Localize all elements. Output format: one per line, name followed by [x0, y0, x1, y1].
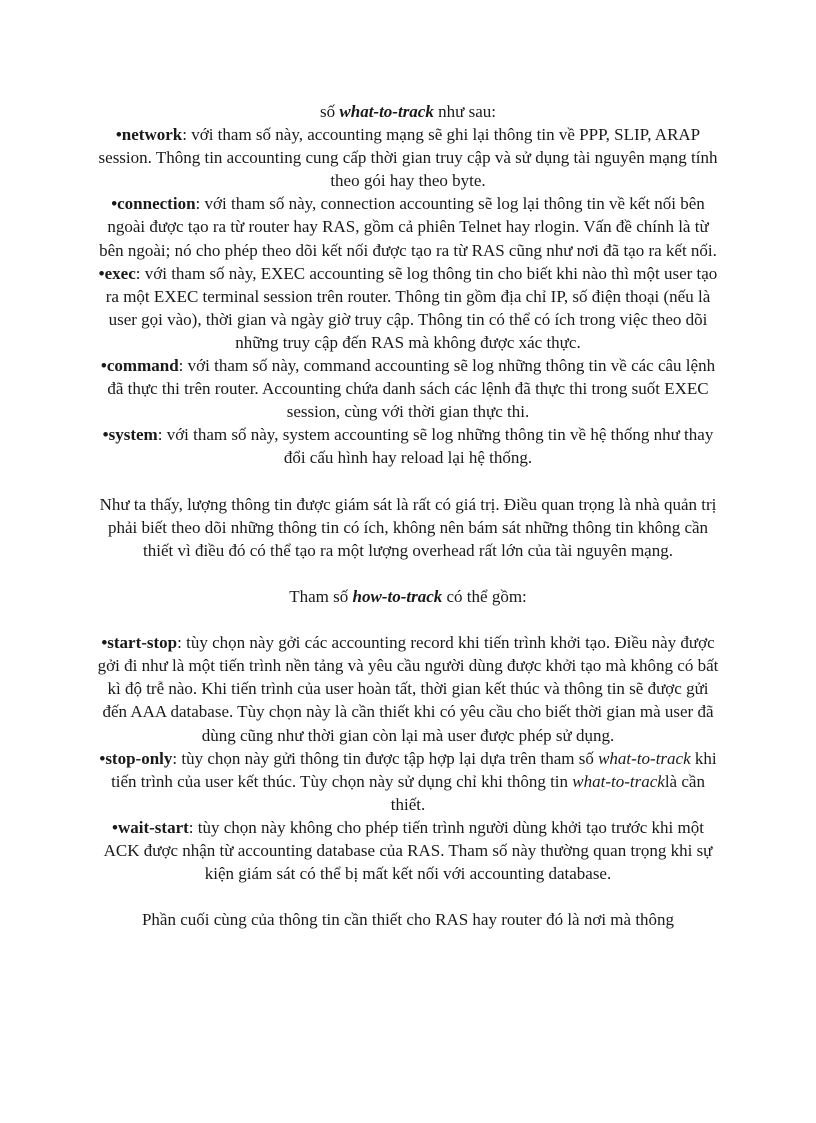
paragraph-gap — [96, 885, 720, 908]
bullet-mark: • — [100, 356, 107, 376]
bullet-text: : tùy chọn này gửi thông tin được tập hợp lại dựa trên tham số — [172, 748, 599, 768]
bullet-mark: • — [111, 194, 118, 214]
term-exec: exec — [104, 263, 136, 283]
how-intro-prefix: Tham số — [289, 586, 353, 606]
final-paragraph: Phần cuối cùng của thông tin cần thiết cho RAS hay router đó là nơi mà thông — [141, 910, 675, 930]
bullet-exec — [96, 262, 720, 354]
intro-suffix: như sau: — [433, 102, 496, 121]
term-network: network — [121, 125, 183, 145]
bullet-text: : tùy chọn này không cho phép tiến trình người dùng khởi tạo trước khi một ACK được nhận từ accounting database của RAS. Tham số này thường quan trọng khi sự kiện giám sát có thể bị mất kết nối với accounting database. — [103, 817, 713, 884]
bullet-text: : tùy chọn này gởi các accounting record khi tiến trình khởi tạo. Điều này được gởi đi như là một tiến trình nền tảng và yêu cầu người dùng được khởi tạo mà không có bất kì độ trễ nào. Khi tiến trình của user hoàn tất, thời gian kết thúc và thông tin sẽ được gửi đến AAA database. Tùy chọn này là cần thiết khi có yêu cầu cho biết thời gian mà user đã dùng cũng như thời gian còn lại mà user được phép sử dụng. — [97, 633, 719, 745]
term-start-stop: start-stop — [107, 633, 178, 653]
bullet-mark: • — [102, 425, 109, 445]
bullet-network — [96, 123, 720, 192]
bullet-stop-only — [96, 747, 720, 816]
bullet-text: : với tham số này, system accounting sẽ log những thông tin về hệ thống như thay đổi cấu hình hay reload lại hệ thống. — [157, 425, 714, 468]
bullet-connection — [96, 192, 720, 261]
term-stop-only: stop-only — [105, 748, 173, 768]
bullet-mark: • — [115, 125, 122, 145]
bullet-text: : với tham số này, connection accounting sẽ log lại thông tin về kết nối bên ngoài được tạo ra từ router hay RAS, gồm cả phiên Telnet hay rlogin. Vấn đề chính là từ bên ngoài; nó cho phép theo dõi kết nối được tạo ra từ RAS cũng như nơi đã tạo ra kết nối. — [99, 194, 717, 260]
how-intro-suffix: có thể gồm: — [442, 586, 527, 606]
how-to-track-intro — [96, 585, 720, 608]
term-wait-start: wait-start — [117, 817, 189, 837]
what-to-track-italic: what-to-track — [598, 748, 691, 768]
bullet-mark: • — [101, 633, 108, 653]
bullet-mark: • — [112, 817, 118, 837]
term-command: command — [106, 356, 179, 376]
bullet-start-stop — [96, 631, 720, 746]
intro-prefix: số — [320, 102, 340, 121]
document-page — [96, 100, 720, 931]
intro-line — [96, 100, 720, 123]
what-to-track-keyword: what-to-track — [339, 102, 434, 121]
bullet-mark: • — [98, 263, 105, 283]
summary-paragraph: Như ta thấy, lượng thông tin được giám sát là rất có giá trị. Điều quan trọng là nhà quản trị phải biết theo dõi những thông tin có ích, không nên bám sát những thông tin không cần thiết vì điều đó có thể tạo ra một lượng overhead rất lớn của tài nguyên mạng. — [99, 494, 717, 560]
bullet-system — [96, 423, 720, 469]
term-connection: connection — [117, 194, 196, 214]
paragraph-gap — [96, 562, 720, 585]
bullet-text: : với tham số này, command accounting sẽ log những thông tin về các câu lệnh đã thực thi trên router. Accounting chứa danh sách các lệnh đã thực thi trong suốt EXEC session, cùng với thời gian thực thi. — [107, 356, 716, 422]
term-system: system — [108, 425, 158, 445]
bullet-text: là cần thiết. — [390, 771, 705, 814]
bullet-command — [96, 354, 720, 423]
bullet-text: : với tham số này, EXEC accounting sẽ log thông tin cho biết khi nào thì một user tạo ra một EXEC terminal session trên router. Thông tin gồm địa chỉ IP, số điện thoại (nếu là user gọi vào), thời gian và ngày giờ truy cập. Thông tin có thể có ích trong việc theo dõi những truy cập đến RAS mà không được xác thực. — [105, 263, 718, 352]
what-to-track-italic: what-to-track — [572, 771, 665, 791]
paragraph-gap — [96, 608, 720, 631]
how-to-track-keyword: how-to-track — [352, 586, 443, 606]
paragraph-gap — [96, 470, 720, 493]
bullet-wait-start — [96, 816, 720, 885]
bullet-text: : với tham số này, accounting mạng sẽ ghi lại thông tin về PPP, SLIP, ARAP session. Thông tin accounting cung cấp thời gian truy cập và sử dụng tài nguyên mạng tính theo gói hay theo byte. — [98, 125, 718, 191]
bullet-mark: • — [99, 748, 106, 768]
bullet-text: khi tiến trình của user kết thúc. Tùy chọn này sử dụng chỉ khi thông tin — [111, 748, 717, 791]
